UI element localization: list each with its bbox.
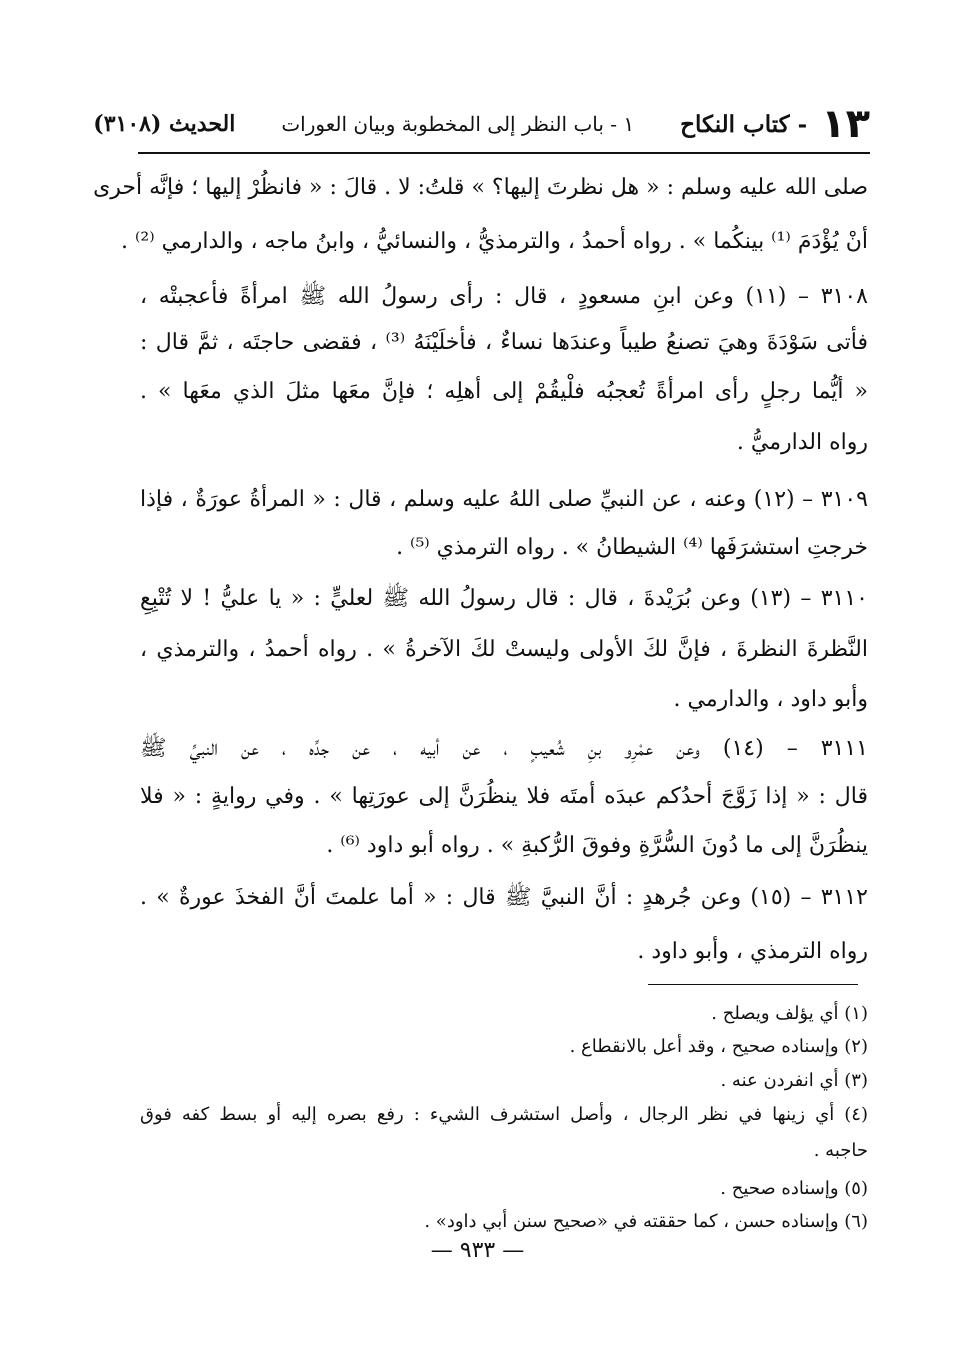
body-line: قال : « إذا زَوَّجَ أحدُكم عبدَه أمتَه فلا ينظُرَنَّ إلى عورَتِها » . وفي روايةٍ : « فلا (140, 784, 868, 809)
footnote: (٦) وإسناده حسن ، كما حققته في «صحيح سنن أبي داود» . (424, 1211, 868, 1232)
book-number: ١٣ (821, 101, 870, 147)
page-number: — ٩٣٣ — (430, 1238, 525, 1263)
body-line: رواه الدارميُّ . (736, 430, 868, 455)
body-line: أنْ يُؤْدَمَ ⁽¹⁾ بينكُما » . رواه أحمدُ ، والترمذيُّ ، والنسائيُّ ، وابنُ ماجه ، والدارمي ⁽²⁾ . (121, 229, 868, 254)
hadith-3112-start: ٣١١٢ – (١٥) وعن جُرهدٍ : أنَّ النبيَّ ﷺ قال : « أما علمتَ أنَّ الفخذَ عورةٌ » . (140, 885, 868, 910)
footnote: (٣) أي انفردن عنه . (720, 1070, 868, 1091)
body-line: النَّظرةَ النظرةَ ، فإنَّ لكَ الأولى وليستْ لكَ الآخرةُ » . رواه أحمدُ ، والترمذي ، (140, 637, 868, 662)
footnote-divider (648, 984, 858, 985)
header-divider (138, 152, 870, 154)
hadith-3108-start: ٣١٠٨ – (١١) وعن ابنِ مسعودٍ ، قال : رأى رسولُ الله ﷺ امرأةً فأعجبتْه ، (140, 284, 868, 309)
footnote: (٤) أي زينها في نظر الرجال ، وأصل استشرف الشيء : رفع بصره إليه أو بسط كفه فوق (140, 1104, 868, 1125)
hadith-range: الحديث (٣١٠٨) (93, 111, 236, 137)
body-line: صلى الله عليه وسلم : « هل نظرتَ إليها؟ » قلتُ: لا . قالَ : « فانظُرْ إليها ؛ فإنَّه أحرى (93, 175, 868, 200)
hadith-3110-start: ٣١١٠ – (١٣) وعن بُرَيْدةَ ، قال : قال رسولُ الله ﷺ لعليٍّ : « يا عليُّ ! لا تُتْبِعِ (140, 586, 868, 611)
body-line: « أيُّما رجلٍ رأى امرأةً تُعجبُه فلْيقُمْ إلى أهلِه ؛ فإنَّ معَها مثلَ الذي معَها » . (140, 379, 868, 404)
body-line: فأتى سَوْدَةَ وهيَ تصنعُ طيباً وعندَها نساءٌ ، فأخلَيْنَهُ ⁽³⁾ ، فقضى حاجتَه ، ثمَّ قال : (140, 330, 868, 355)
footnote: (٥) وإسناده صحيح . (720, 1178, 868, 1199)
chapter-title: ١ - باب النظر إلى المخطوبة وبيان العورات (281, 112, 635, 136)
body-line: ينظُرَنَّ إلى ما دُونَ السُّرَّةِ وفوقَ الرُّكبةِ » . رواه أبو داود ⁽⁶⁾ . (326, 833, 868, 858)
footnote-continuation: حاجبه . (813, 1140, 868, 1161)
hadith-3111-start: ٣١١١ – (١٤) وعن عمْرِو بنِ شُعيبٍ ، عن أبيه ، عن جدِّه ، عن النبيِّ ﷺ (140, 736, 868, 761)
running-header (93, 96, 870, 152)
body-line: رواه الترمذي ، وأبو داود . (637, 939, 868, 964)
hadith-3109-start: ٣١٠٩ – (١٢) وعنه ، عن النبيِّ صلى اللهُ عليه وسلم ، قال : « المرأةُ عورَةٌ ، فإذا (140, 487, 868, 512)
book-title: - كتاب النكاح (680, 110, 808, 138)
footnote: (١) أي يؤلف ويصلح . (711, 1003, 868, 1024)
body-line: خرجتِ استشرَفَها ⁽⁴⁾ الشيطانُ » . رواه الترمذي ⁽⁵⁾ . (396, 535, 868, 560)
footnote: (٢) وإسناده صحيح ، وقد أعل بالانقطاع . (569, 1036, 868, 1057)
body-line: وأبو داود ، والدارمي . (673, 687, 868, 712)
